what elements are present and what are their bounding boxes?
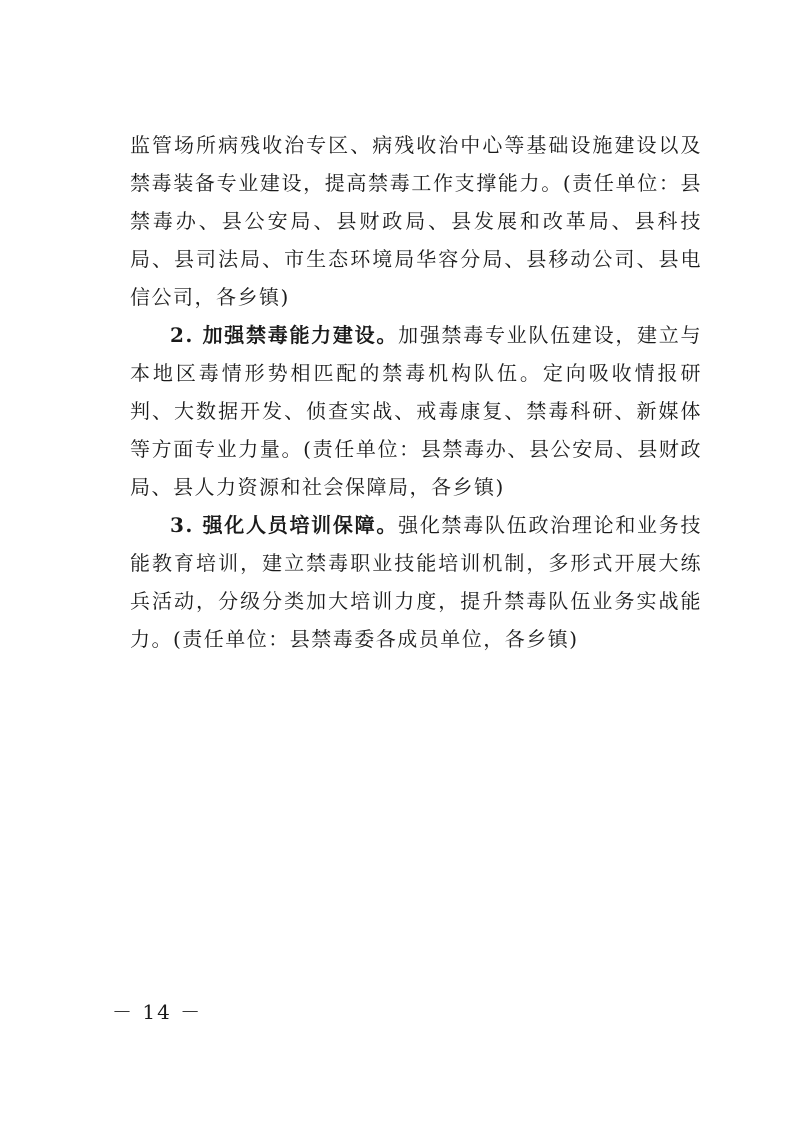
paragraph-text: 加强禁毒专业队伍建设，建立与本地区毒情形势相匹配的禁毒机构队伍。定向吸收情报研判、大数据开发、侦查实战、戒毒康复、禁毒科研、新媒体等方面专业力量。(责任单位：县禁毒办、县公安局、县财政局、县人力资源和社会保障局，各乡镇) [130,323,703,499]
paragraph-heading: 2. 加强禁毒能力建设。 [170,323,399,347]
page-number: － 14 － [112,1000,203,1024]
document-body [130,126,702,658]
paragraph-training [130,506,702,658]
paragraph-heading: 3. 强化人员培训保障。 [170,513,399,537]
paragraph-text: 监管场所病残收治专区、病残收治中心等基础设施建设以及禁毒装备专业建设，提高禁毒工作支撑能力。(责任单位：县禁毒办、县公安局、县财政局、县发展和改革局、县科技局、县司法局、市生态环境局华容分局、县移动公司、县电信公司，各乡镇) [130,133,702,309]
paragraph-text: 强化禁毒队伍政治理论和业务技能教育培训，建立禁毒职业技能培训机制，多形式开展大练兵活动，分级分类加大培训力度，提升禁毒队伍业务实战能力。(责任单位：县禁毒委各成员单位，各乡镇) [130,513,703,651]
paragraph-continuation [130,126,702,316]
paragraph-capacity-building [130,316,702,506]
